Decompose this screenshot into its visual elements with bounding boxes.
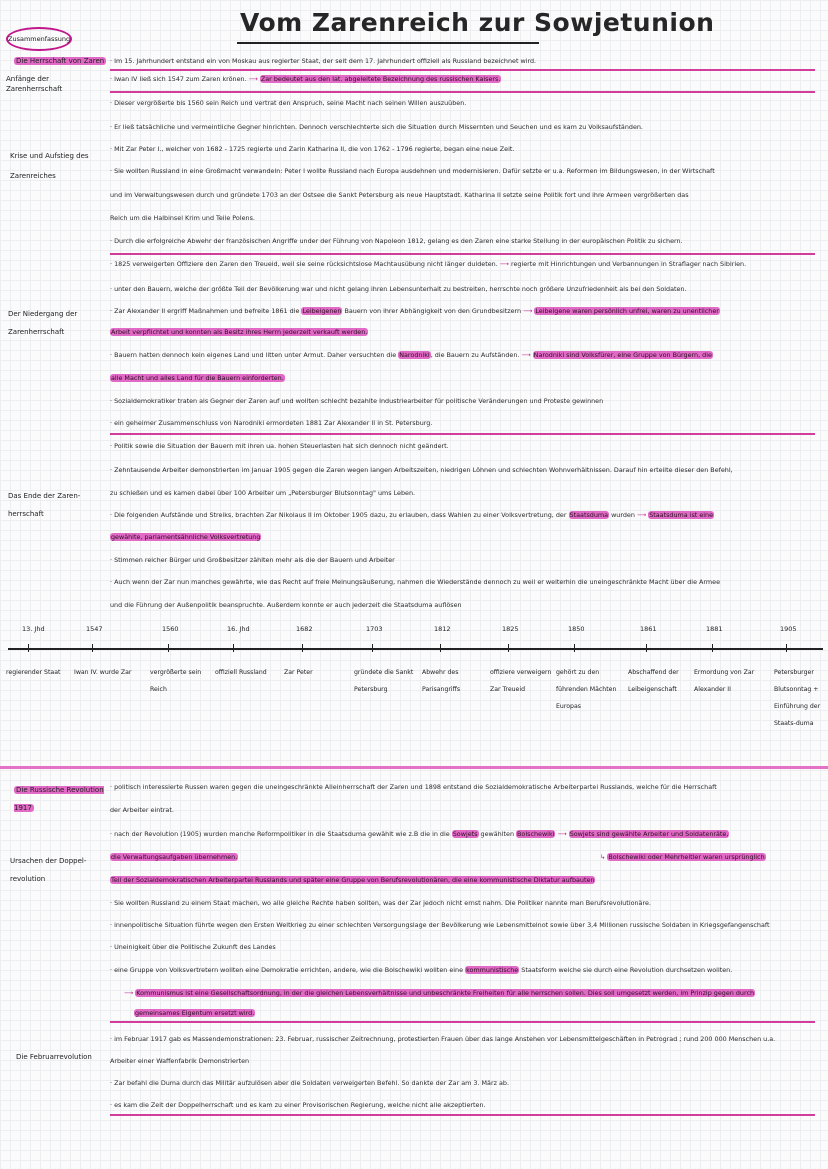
timeline-event: offiziell Russland [215, 669, 267, 676]
text-line: gemeinsames Eigentum ersetzt wird. [135, 1009, 255, 1017]
text-line: und die Führung der Außenpolitik beanspruchte. Außerdem konnte er auch jederzeit die Staatsduma auflösen [110, 601, 462, 609]
text-line: · eine Gruppe von Volksvertretern wollten eine Demokratie errichten, andere, wie die Bolschewiki wollten eine kommunistische Staatsform welche sie durch eine Revolution durchsetzen wollten. [110, 966, 733, 974]
timeline-year: 1825 [502, 625, 519, 633]
text-line: Arbeiter einer Waffenfabrik Demonstrierten [110, 1057, 250, 1065]
text-line: · nach der Revolution (1905) wurden manche Reformpolitiker in die Staatsduma gewählt wie z.B die in die Sowjets gewählten Bolschewiki ⟶ Sowjets sind gewählte Arbeiter und Soldatenräte, [110, 830, 729, 838]
section-label-herrschaft: Die Herrschaft von Zaren [16, 57, 105, 65]
text-line: · 1825 verweigerten Offiziere den Zaren den Treueid, weil sie seine rücksichtslose Machtausübung nicht länger duldeten. ⟶ regierte mit Hinrichtungen und Verbannungen in Straflager nach Sibirien. [110, 260, 747, 268]
section-label-ende: Das Ende der Zaren-herrschaft [8, 492, 81, 518]
text-line: der Arbeiter eintrat. [110, 806, 174, 814]
text-line: die Verwaltungsaufgaben übernehmen. [111, 853, 238, 861]
section-label-niedergang: Der Niedergang der Zarenherrschaft [8, 310, 78, 336]
text-line: · Sie wollten Russland in eine Großmacht verwandeln: Peter I wollte Russland nach Europa ausdehnen und modernisieren. Dafür setzte er u.a. Reformen im Bildungswesen, in der Wirtschaft [110, 167, 715, 175]
text-line: · Uneinigkeit über die Politische Zukunft des Landes [110, 943, 276, 951]
text-line: · Zar befahl die Duma durch das Militär aufzulösen aber die Soldaten verweigerten Befehl. So dankte der Zar am 3. März ab. [110, 1079, 509, 1087]
text-line: · unter den Bauern, welche der größte Teil der Bevölkerung war und nicht gelang ihren Lebensunterhalt zu bestreiten, herrschte noch größere Unzufriedenheit als bei den Soldaten. [110, 285, 687, 293]
text-line: alle Macht und alles Land für die Bauern einforderten. [111, 374, 284, 382]
text-line: · Durch die erfolgreiche Abwehr der französischen Angriffe under der Führung von Napoleon 1812, gelang es den Zaren eine starke Stellung in der europäischen Politik zu sichern. [110, 237, 683, 245]
text-line: und im Verwaltungswesen durch und gründete 1703 an der Ostsee die Sankt Petersburg als neue Hauptstadt. Katharina II setzte seine Politik fort und ihre Armeen vergrößerten das [110, 191, 689, 199]
section-divider [110, 91, 815, 93]
text-line: zu schießen und es kamen dabei über 100 Arbeiter um „Petersburger Blutsonntag" ums Leben. [110, 489, 416, 497]
page-title: Vom Zarenreich zur Sowjetunion [240, 8, 715, 37]
text-line: ↳ Bolschewiki oder Mehrheitler waren ursprünglich [600, 853, 765, 861]
timeline-event: gehört zu den führenden Mächten Europas [556, 669, 617, 710]
timeline-event: Ermordung von Zar Alexander II [694, 669, 755, 693]
text-line: · innenpolitische Situation führte wegen den Ersten Weltkrieg zu einer schlechten Versorgungslage der Bevölkerung wie Lebensmittelnot sowie über 3,4 Millionen russische Soldaten in Kriegsgefangenschaft [110, 921, 770, 929]
major-divider [0, 766, 828, 769]
title-underline [237, 42, 539, 44]
text-line: · Sie wollten Russland zu einem Staat machen, wo alle gleiche Rechte haben sollten, was der Zar jedoch nicht ernst nahm. Die Politiker nannte man Berufsrevolutionäre. [110, 899, 651, 907]
text-line: · Bauern hatten dennoch kein eigenes Land und litten unter Armut. Daher versuchten die Narodniki, die Bauern zu Aufständen. ⟶ Narodniki sind Volksfürer, eine Gruppe von Bürgern, die [110, 351, 712, 359]
timeline-event: Petersburger Blutsonntag + Einführung der Staats-duma [774, 669, 821, 727]
text-line: Teil der Sozialdemokratischen Arbeiterpartei Russlands und später eine Gruppe von Berufsrevolutionären, die eine kommunistische Diktatur aufbauten [111, 876, 595, 884]
text-line: gewählte, parlamentsähnliche Volksvertretung [111, 533, 261, 541]
text-line: · Dieser vergrößerte bis 1560 sein Reich und vertrat den Anspruch, seine Macht nach seinen Willen auszuüben. [110, 99, 467, 107]
section-label-ursachen: Ursachen der Doppel-revolution [10, 857, 87, 883]
timeline-year: 1560 [162, 625, 179, 633]
timeline-event: gründete die Sankt Petersburg [354, 669, 414, 693]
section-label-revolution: Die Russische Revolution 1917 [14, 786, 104, 812]
section-label-februar: Die Februarrevolution [16, 1053, 92, 1061]
section-label-krise: Krise und Aufstieg des Zarenreiches [10, 152, 89, 180]
timeline-year: 13. Jhd [22, 625, 45, 633]
section-label-anfaenge: Anfänge der Zarenherrschaft [6, 75, 63, 93]
timeline-year: 1682 [296, 625, 313, 633]
text-line: · Im 15. Jahrhundert entstand ein von Moskau aus regierter Staat, der seit dem 17. Jahrhundert offiziell als Russland bezeichnet wird. [110, 57, 537, 65]
text-line: · Zehntausende Arbeiter demonstrierten im Januar 1905 gegen die Zaren wegen langen Arbeitszeiten, niedrigen Löhnen und schlechten Wohnverhältnissen. Darauf hin erteilte dieser den Befehl, [110, 466, 733, 474]
timeline-year: 1905 [780, 625, 797, 633]
timeline-year: 1703 [366, 625, 383, 633]
timeline-event: Abschaffend der Leibeigenschaft [628, 669, 679, 693]
timeline-event: regierender Staat [6, 669, 61, 676]
timeline-year: 16. Jhd [227, 625, 250, 633]
text-line: · im Februar 1917 gab es Massendemonstrationen: 23. Februar, russischer Zeitrechnung, protestierten Frauen über das lange Anstehen vor Lebensmittelgeschäften in Petrograd ; rund 200 000 Menschen u.a. [110, 1035, 776, 1043]
text-line: · Er ließ tatsächliche und vermeintliche Gegner hinrichten. Dennoch verschlechterte sich die Situation durch Missernten und Seuchen und es kam zu Volksaufständen. [110, 123, 643, 131]
timeline-year: 1850 [568, 625, 585, 633]
text-line: · Politik sowie die Situation der Bauern mit ihren ua. hohen Steuerlasten hat sich dennoch nicht geändert. [110, 442, 449, 450]
text-line: · Iwan IV ließ sich 1547 zum Zaren krönen. ⟶ Zar bedeutet aus den lat. abgeleitete Bezeichnung des russischen Kaisers. [110, 75, 501, 83]
timeline-event: Iwan IV. wurde Zar [74, 669, 132, 676]
timeline-year: 1861 [640, 625, 657, 633]
text-line: · Die folgenden Aufstände und Streiks, brachten Zar Nikolaus II im Oktober 1905 dazu, zu erlauben, dass Wahlen zu einer Volksvertretung, der Staatsduma wurden ⟶ Staatsduma ist eine [110, 511, 714, 519]
section-divider [110, 253, 815, 255]
timeline-event: vergrößerte sein Reich [150, 669, 202, 693]
summary-badge: Zusammenfassung [6, 27, 72, 51]
text-line: · Sozialdemokratiker traten als Gegner der Zaren auf und wollten schlecht bezahlte Industriearbeiter für politische Veränderungen und Proteste gewinnen [110, 397, 604, 405]
section-divider [110, 1021, 815, 1023]
section-divider [110, 433, 815, 435]
timeline-year: 1547 [86, 625, 103, 633]
text-line: · ein geheimer Zusammenschluss von Narodniki ermordeten 1881 Zar Alexander II in St. Petersburg. [110, 419, 433, 427]
text-line: · Zar Alexander II ergriff Maßnahmen und befreite 1861 die Leibeigenen Bauern von ihrer Abhängigkeit von den Grundbesitzern ⟶ Leibeigene waren persönlich unfrei, waren zu unentlicher [110, 307, 719, 315]
timeline-event: Zar Peter [284, 669, 313, 676]
section-divider [110, 1114, 815, 1116]
text-line: Arbeit verpflichtet und konnten als Besitz ihres Herrn jederzeit verkauft werden. [111, 328, 368, 336]
timeline-event: Abwehr des Parisangriffs [422, 669, 461, 693]
timeline-year: 1812 [434, 625, 451, 633]
timeline-axis [8, 648, 823, 650]
text-line: · Mit Zar Peter I., welcher von 1682 - 1725 regierte und Zarin Katharina II, die von 1762 - 1796 regierte, began eine neue Zeit. [110, 145, 515, 153]
text-line: · Stimmen reicher Bürger und Großbesitzer zählten mehr als die der Bauern und Arbeiter [110, 556, 395, 564]
text-line: ⟶ Kommunismus ist eine Gesellschaftsordnung, in der die gleichen Lebensverhältnisse und unbeschränkte Freiheiten für alle herrschen sollen. Dies soll umgesetzt werden, im Prinzip gegen durch [124, 989, 755, 997]
text-line: · Auch wenn der Zar nun manches gewährte, wie das Recht auf freie Meinungsäußerung, nahmen die Wiederstände dennoch zu weil er weiterhin die uneingeschränkte Macht über die Armee [110, 578, 721, 586]
text-line: · es kam die Zeit der Doppelherrschaft und es kam zu einer Provisorischen Regierung, welche nicht alle akzeptierten. [110, 1101, 486, 1109]
section-divider [110, 69, 815, 71]
text-line: Reich um die Halbinsel Krim und Teile Polens. [110, 214, 255, 222]
timeline-year: 1881 [706, 625, 723, 633]
text-line: · politisch interessierte Russen waren gegen die uneingeschränkte Alleinherrschaft der Zaren und 1898 entstand die Sozialdemokratische Arbeiterpartei Russlands, welche für die Herrschaft [110, 783, 717, 791]
timeline-event: offiziere verweigern Zar Treueid [490, 669, 552, 693]
